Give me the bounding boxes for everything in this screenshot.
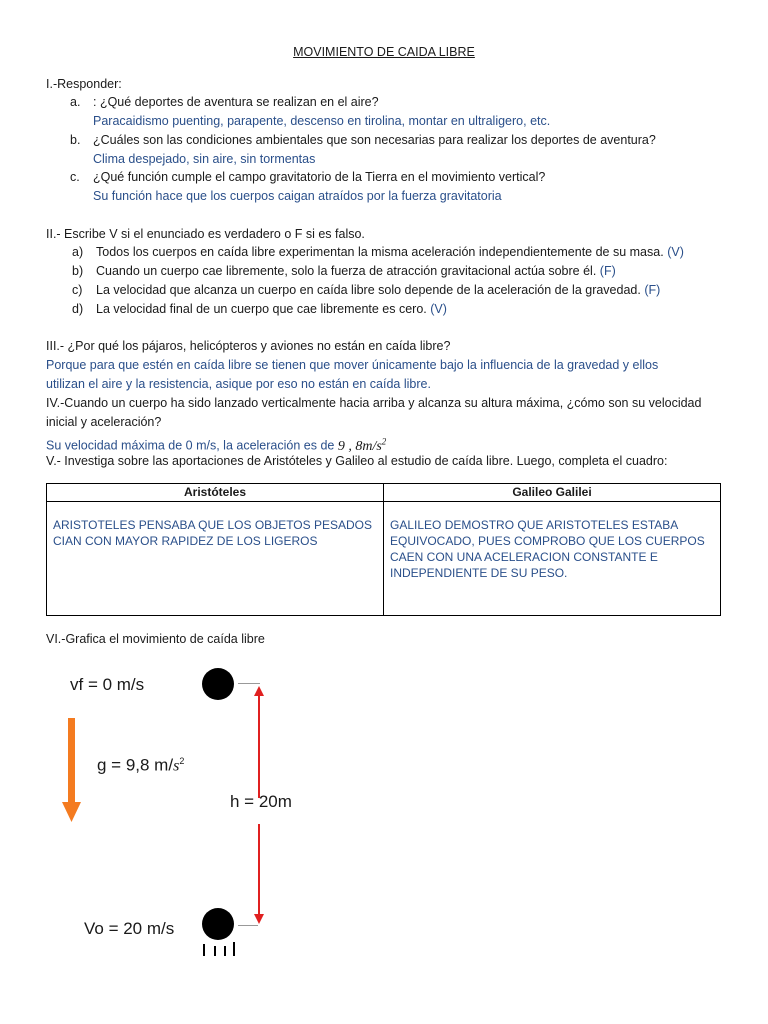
table-row	[47, 502, 721, 616]
item-marker: d)	[72, 302, 84, 316]
section-3-answer-line2: utilizan el aire y la resistencia, asique por eso no están en caída libre.	[46, 377, 431, 391]
table-cell-aristoteles: ARISTOTELES PENSABA QUE LOS OBJETOS PESADOS CIAN CON MAYOR RAPIDEZ DE LOS LIGEROS	[47, 502, 384, 616]
section-2-heading: II.- Escribe V si el enunciado es verdadero o F si es falso.	[46, 227, 365, 241]
table-header-row	[47, 484, 721, 502]
section-3-answer-line1: Porque para que estén en caída libre se tienen que mover únicamente bajo la influencia de la gravedad y ellos	[46, 358, 659, 372]
item-marker: c)	[72, 283, 83, 297]
table-header-aristoteles: Aristóteles	[47, 484, 384, 502]
statement-2b: Cuando un cuerpo cae libremente, solo la fuerza de atracción gravitacional actúa sobre él. (F)	[96, 264, 616, 278]
statement-2d: La velocidad final de un cuerpo que cae libremente es cero. (V)	[96, 302, 447, 316]
tf-answer: (V)	[430, 302, 447, 316]
section-4-question-line1: IV.-Cuando un cuerpo ha sido lanzado verticalmente hacia arriba y alcanza su altura máxima, ¿cómo son su velocidad	[46, 396, 702, 410]
initial-velocity-label: Vo = 20 m/s	[84, 919, 175, 938]
comparison-table	[46, 483, 721, 616]
statement-2a: Todos los cuerpos en caída libre experimentan la misma aceleración independientemente de su masa. (V)	[96, 245, 684, 259]
table-header-galileo: Galileo Galilei	[384, 484, 721, 502]
section-4-question-line2: inicial y aceleración?	[46, 415, 162, 429]
acceleration-formula: 9 , $8m/s^2$	[337, 436, 387, 454]
height-label: h = 20m	[230, 792, 292, 811]
final-velocity-label: vf = 0 m/s	[70, 675, 145, 694]
gravity-label: g = 9,8 $m/s^2$	[97, 755, 185, 775]
item-marker: b)	[72, 264, 84, 278]
answer-1b: Clima despejado, sin aire, sin tormentas	[93, 152, 316, 166]
question-1a: : ¿Qué deportes de aventura se realizan en el aire?	[93, 95, 379, 109]
tf-answer: (F)	[644, 283, 661, 297]
top-marker-line	[238, 683, 260, 684]
section-5-heading: V.- Investiga sobre las aportaciones de Aristóteles y Galileo al estudio de caída libre. Luego, completa el cuadro:	[46, 454, 668, 468]
ball-bottom	[202, 908, 234, 940]
tf-answer: (F)	[599, 264, 616, 278]
section-4-answer: Su velocidad máxima de 0 m/s, la aceleración es de 9 , $8m/s^2$	[46, 436, 387, 454]
section-3-question: III.- ¿Por qué los pájaros, helicópteros y aviones no están en caída libre?	[46, 339, 451, 353]
answer-1a: Paracaidismo puenting, parapente, descenso en tirolina, montar en ultraligero, etc.	[93, 114, 551, 128]
table-cell-galileo: GALILEO DEMOSTRO QUE ARISTOTELES ESTABA EQUIVOCADO, PUES COMPROBO QUE LOS CUERPOS CAEN CON UNA ACELERACION CONSTANTE E INDEPENDIENTE DE SU PESO.	[384, 502, 721, 616]
item-marker: c.	[70, 170, 80, 184]
question-1c: ¿Qué función cumple el campo gravitatorio de la Tierra en el movimiento vertical?	[93, 170, 546, 184]
ball-top	[202, 668, 234, 700]
item-marker: a)	[72, 245, 84, 259]
section-1-heading: I.-Responder:	[46, 77, 122, 91]
gravity-arrow-icon	[58, 716, 90, 826]
bottom-marker-line	[238, 925, 258, 926]
question-1b: ¿Cuáles son las condiciones ambientales que son necesarias para realizar los deportes de aventura?	[93, 133, 656, 147]
item-marker: b.	[70, 133, 81, 147]
statement-2c: La velocidad que alcanza un cuerpo en caída libre solo depende de la aceleración de la gravedad. (F)	[96, 283, 661, 297]
document-title: MOVIMIENTO DE CAIDA LIBRE	[293, 45, 475, 59]
answer-1c: Su función hace que los cuerpos caigan atraídos por la fuerza gravitatoria	[93, 189, 502, 203]
item-marker: a.	[70, 95, 81, 109]
tf-answer: (V)	[667, 245, 684, 259]
section-6-heading: VI.-Grafica el movimiento de caída libre	[46, 632, 265, 646]
motion-lines-icon	[200, 940, 240, 958]
